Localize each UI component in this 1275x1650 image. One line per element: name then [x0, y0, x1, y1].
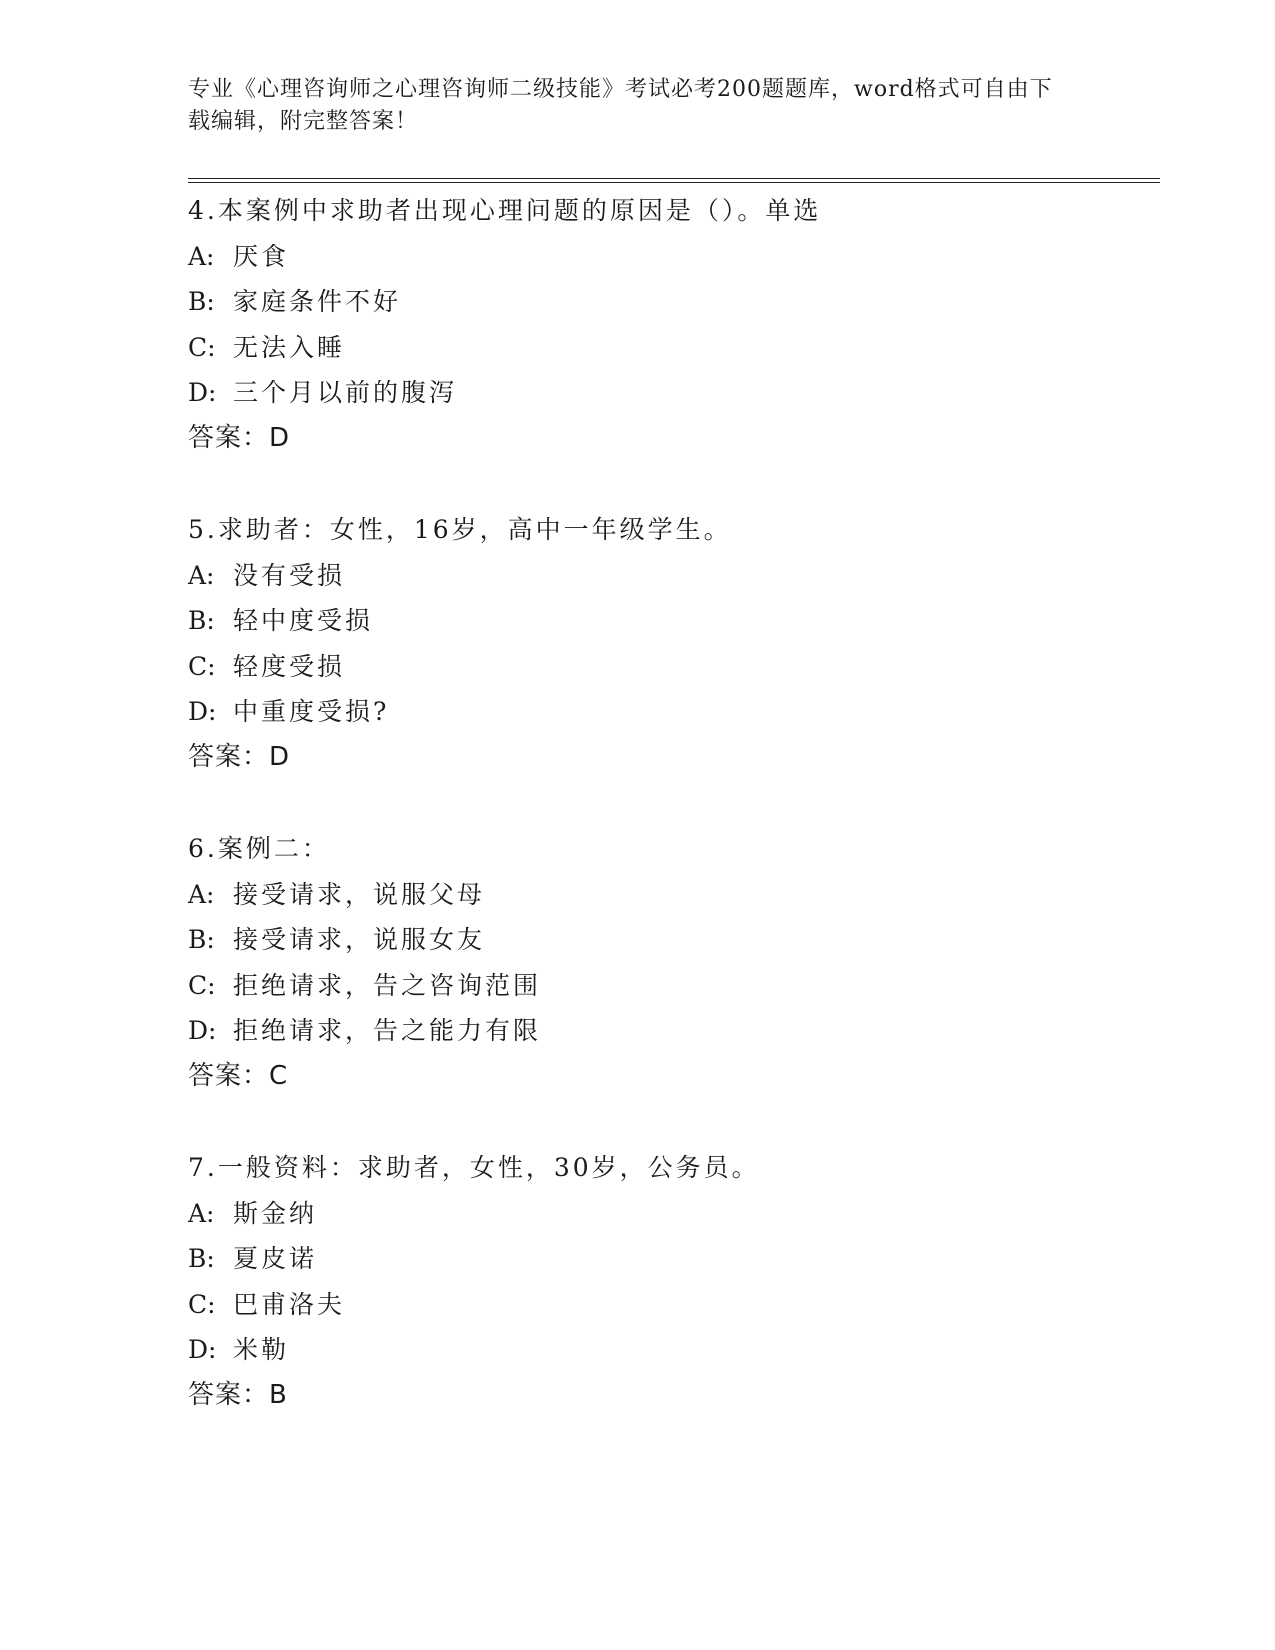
- question-stem: 7.一般资料：求助者，女性，30岁，公务员。: [188, 1153, 760, 1182]
- option-text: 夏皮诺: [233, 1244, 318, 1273]
- answer-line: 答案：D: [188, 422, 291, 453]
- document-header: 专业《心理咨询师之心理咨询师二级技能》考试必考200题题库，word格式可自由下载编辑，附完整答案！: [188, 77, 1053, 134]
- option-c: [188, 644, 1148, 690]
- question-list: [188, 188, 1148, 1464]
- option-letter: C:: [188, 1289, 216, 1319]
- option-letter: A:: [188, 1198, 215, 1228]
- option-text: 接受请求，说服女友: [233, 925, 486, 954]
- option-letter: D:: [188, 1016, 217, 1045]
- option-text: 中重度受损?: [233, 697, 390, 726]
- option-a: [188, 234, 1148, 280]
- option-letter: D:: [188, 697, 217, 726]
- option-text: 厌食: [233, 241, 290, 271]
- question-4: [188, 188, 1148, 461]
- option-a: [188, 553, 1148, 599]
- option-text: 接受请求，说服父母: [233, 879, 486, 909]
- option-letter: A:: [188, 241, 215, 271]
- option-c: [188, 325, 1148, 371]
- option-text: 轻度受损: [233, 651, 346, 681]
- option-d: [188, 1327, 1148, 1373]
- option-letter: C:: [188, 970, 216, 1000]
- option-text: 无法入睡: [233, 332, 346, 362]
- option-text: 拒绝请求，告之能力有限: [233, 1016, 542, 1045]
- option-letter: A:: [188, 560, 215, 590]
- question-5: [188, 507, 1148, 780]
- option-text: 三个月以前的腹泻: [233, 378, 458, 407]
- question-stem: 4.本案例中求助者出现心理问题的原因是（）。单选: [188, 196, 822, 225]
- answer-line: 答案：B: [188, 1379, 288, 1410]
- option-c: [188, 963, 1148, 1009]
- option-text: 拒绝请求，告之咨询范围: [233, 970, 542, 1000]
- question-stem: 6.案例二：: [188, 834, 330, 863]
- option-a: [188, 1191, 1148, 1237]
- option-text: 轻中度受损: [233, 606, 374, 635]
- option-letter: B:: [188, 287, 215, 316]
- option-letter: C:: [188, 651, 216, 681]
- option-b: [188, 917, 1148, 963]
- option-letter: D:: [188, 1335, 217, 1364]
- option-c: [188, 1282, 1148, 1328]
- option-text: 家庭条件不好: [233, 287, 402, 316]
- option-letter: B:: [188, 606, 215, 635]
- option-d: [188, 1008, 1148, 1054]
- option-letter: B:: [188, 1244, 215, 1273]
- option-b: [188, 598, 1148, 644]
- question-7: [188, 1145, 1148, 1418]
- option-letter: B:: [188, 925, 215, 954]
- option-text: 斯金纳: [233, 1198, 318, 1228]
- question-stem: 5.求助者：女性，16岁，高中一年级学生。: [188, 515, 732, 544]
- option-letter: A:: [188, 879, 215, 909]
- option-d: [188, 370, 1148, 416]
- option-b: [188, 1236, 1148, 1282]
- answer-line: 答案：C: [188, 1060, 289, 1091]
- option-text: 米勒: [233, 1335, 290, 1364]
- option-letter: D:: [188, 378, 217, 407]
- option-a: [188, 872, 1148, 918]
- option-text: 没有受损: [233, 560, 346, 590]
- option-d: [188, 689, 1148, 735]
- option-text: 巴甫洛夫: [233, 1289, 346, 1319]
- header-divider: [188, 178, 1160, 183]
- answer-line: 答案：D: [188, 741, 291, 772]
- option-letter: C:: [188, 332, 216, 362]
- option-b: [188, 279, 1148, 325]
- question-6: [188, 826, 1148, 1099]
